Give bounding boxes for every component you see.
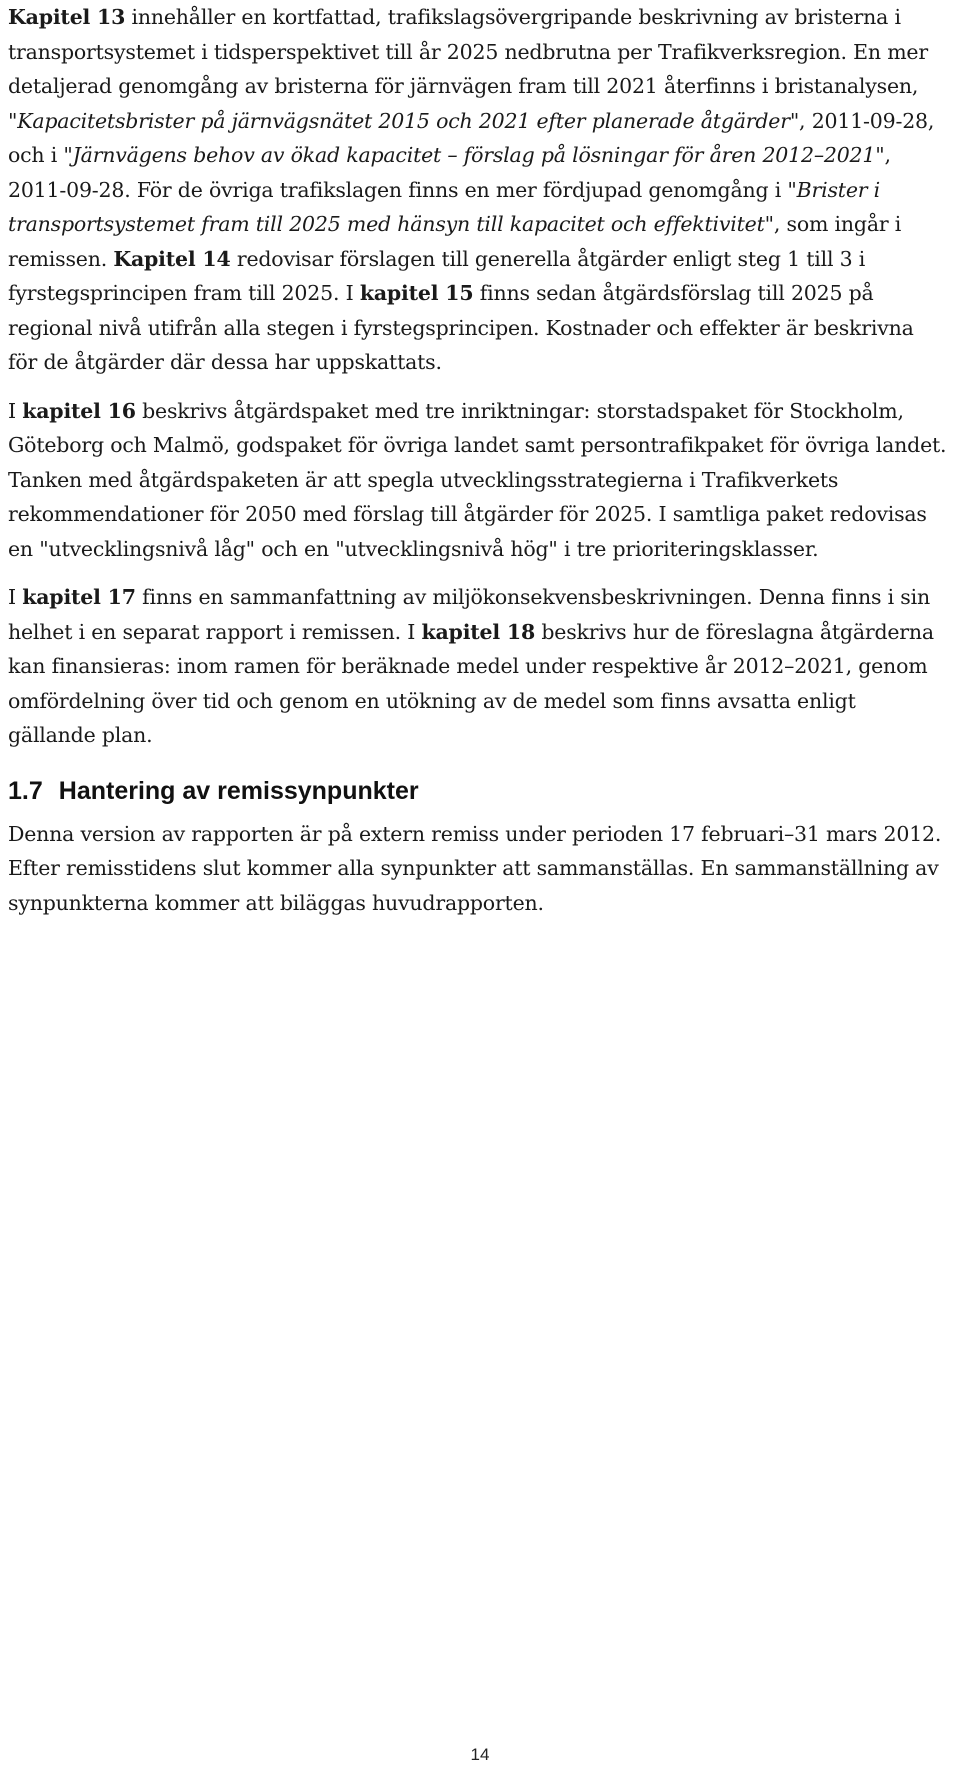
- text-run: innehåller en kortfattad, trafikslagsövergripande beskrivning av bristerna i transportsystemet i tidsperspektivet till år 2025 nedbrutna per Trafikverksregion. En mer detaljerad genomgång av bristerna för järnvägen fram till 2021 återfinns i bristanalysen, ": [8, 5, 928, 133]
- chapter-reference: Kapitel 14: [113, 246, 231, 271]
- report-title: Brister i transportsystemet fram till 2025 med hänsyn till kapacitet och effektivitet: [8, 177, 881, 236]
- chapter-reference: kapitel 17: [22, 585, 136, 609]
- text-run: I: [8, 398, 23, 423]
- paragraph-2: [8, 394, 948, 567]
- intro-paragraphs: [8, 0, 948, 753]
- text-run: redovisar förslagen till generella åtgärder enligt steg 1 till 3 i fyrstegsprincipen fram till 2025. I: [8, 246, 866, 305]
- report-title: Järnvägens behov av ökad kapacitet – förslag på lösningar för åren 2012–2021: [72, 143, 876, 167]
- text-run: ", som ingår i remissen.: [8, 212, 902, 271]
- text-run: beskrivs hur de föreslagna åtgärderna kan finansieras: inom ramen för beräknade medel under respektive år 2012–2021, genom omfördelning över tid och genom en utökning av de medel som finns avsatta enligt gällande plan.: [8, 619, 934, 747]
- text-run: I: [8, 585, 23, 609]
- chapter-reference: kapitel 15: [359, 281, 474, 305]
- chapter-reference: kapitel 18: [421, 619, 536, 644]
- chapter-reference: kapitel 16: [22, 398, 136, 423]
- paragraph-1: [8, 0, 948, 380]
- section-title: Hantering av remissynpunkter: [58, 776, 419, 805]
- chapter-reference: Kapitel 13: [8, 5, 126, 29]
- section-number: 1.7: [8, 776, 43, 805]
- report-title: Kapacitetsbrister på järnvägsnätet 2015 och 2021 efter planerade åtgärder: [17, 108, 790, 133]
- section-heading: [8, 775, 948, 807]
- text-run: finns sedan åtgärdsförslag till 2025 på regional nivå utifrån alla stegen i fyrstegsprincipen. Kostnader och effekter är beskrivna för de åtgärder där dessa har uppskattats.: [8, 281, 914, 374]
- document-body: [8, 0, 948, 934]
- text-run: beskrivs åtgärdspaket med tre inriktningar: storstadspaket för Stockholm, Göteborg och Malmö, godspaket för övriga landet samt persontrafikpaket för övriga landet. Tanken med åtgärdspaketen är att spegla utvecklingsstrategierna i Trafikverkets rekommendationer för 2050 med förslag till åtgärder för 2025. I samtliga paket redovisas en "utvecklingsnivå låg" och en "utvecklingsnivå hög" i tre prioriteringsklasser.: [8, 398, 947, 561]
- section-paragraph: Denna version av rapporten är på extern remiss under perioden 17 februari–31 mars 2012. Efter remisstidens slut kommer alla synpunkter att sammanställas. En sammanställning av synpunkterna kommer att biläggas huvudrapporten.: [8, 821, 942, 915]
- text-run: finns en sammanfattning av miljökonsekvensbeskrivningen. Denna finns i sin helhet i en separat rapport i remissen. I: [8, 585, 930, 644]
- text-run: ", 2011-09-28, och i ": [8, 108, 935, 167]
- text-run: ", 2011-09-28. För de övriga trafikslagen finns en mer fördjupad genomgång i ": [8, 143, 891, 202]
- paragraph-3: [8, 580, 948, 753]
- page-number: 14: [470, 1745, 490, 1764]
